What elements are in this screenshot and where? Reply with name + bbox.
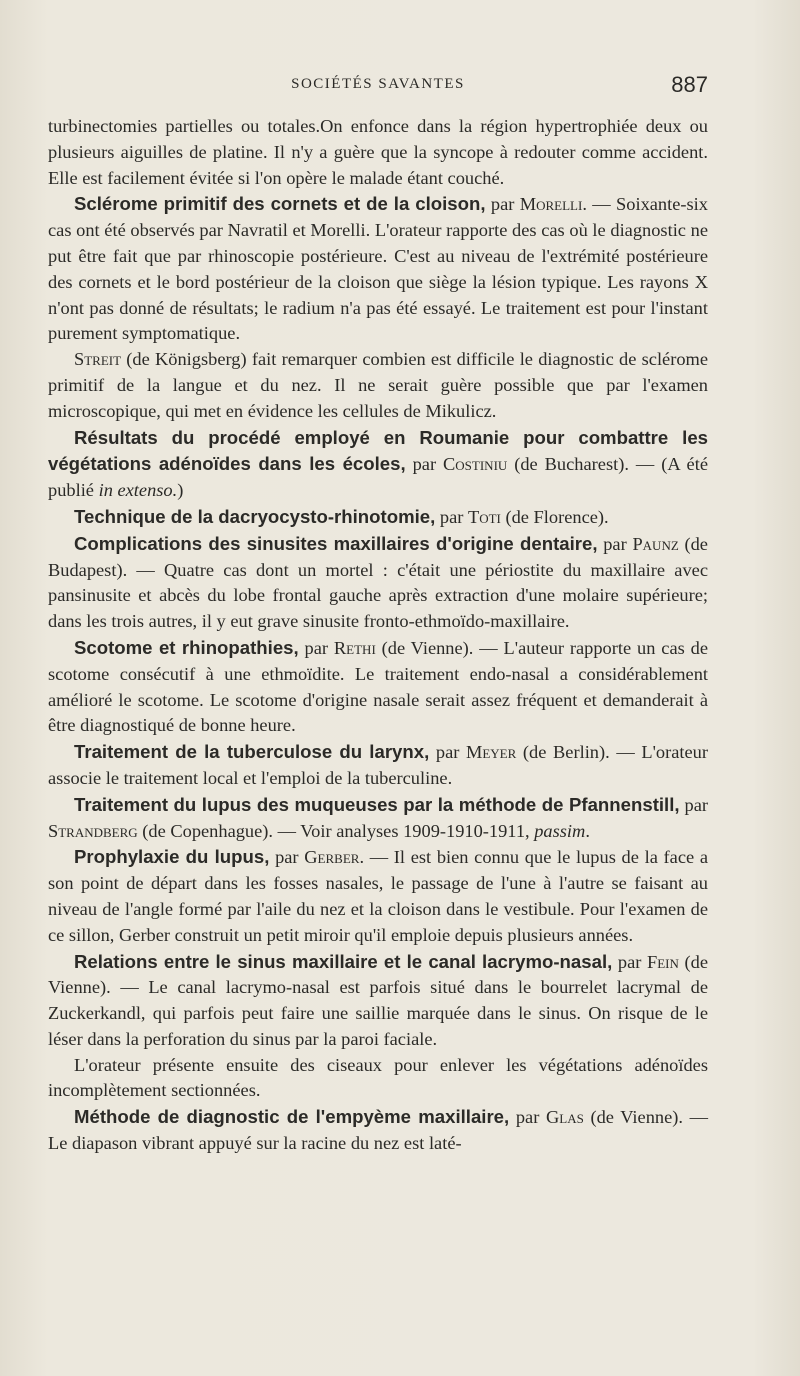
- entry-text: par: [269, 847, 305, 868]
- entry-heading: Relations entre le sinus maxillaire et le canal lacrymo-nasal,: [74, 950, 613, 972]
- entry-text: (de Vienne). — L'auteur rapporte un cas de scotome consécutif à une ethmoïdite. Le traitement endo-nasal a considérablement amélioré le scotome. Le scotome d'origine nasale serait assez fréquent et demanderait à être diagnostiqué de bonne heure.: [48, 637, 708, 736]
- entry-text: par: [509, 1107, 546, 1128]
- entry-heading: Traitement du lupus des muqueuses par la méthode de Pfannenstill,: [74, 793, 680, 815]
- author-name: Costiniu: [443, 454, 508, 475]
- paragraph-ciseaux: [48, 1053, 708, 1105]
- entry-text: par: [679, 794, 708, 815]
- entry-text: .: [585, 820, 590, 841]
- entry-heading: Sclérome primitif des cornets et de la cloison,: [74, 193, 486, 215]
- italic-text: passim: [534, 820, 586, 841]
- entry-relations: [48, 949, 708, 1053]
- entry-text: (de Copenhague). — Voir analyses 1909-1910-1911,: [137, 820, 535, 841]
- entry-complications: [48, 531, 708, 635]
- paragraph-text: L'orateur présente ensuite des ciseaux pour enlever les végétations adénoïdes incomplètement sectionnées.: [48, 1054, 708, 1101]
- entry-heading: Traitement de la tuberculose du larynx,: [74, 741, 430, 763]
- entry-lupus-muqueuses: [48, 792, 708, 845]
- entry-text: par: [429, 742, 466, 763]
- entry-empyeme: [48, 1104, 708, 1157]
- entry-heading: Résultats du procédé employé en Roumanie pour combattre les végétations adénoïdes dans les écoles,: [48, 426, 708, 475]
- author-name: Streit: [74, 349, 122, 370]
- entry-text: (de Budapest). — Quatre cas dont un mortel : c'était une périostite du maxillaire avec pansinusite et abcès du lobe frontal gauche après extraction d'une molaire supérieure; dans les trois autres, il y eut grave sinusite fronto-ethmoïdo-maxillaire.: [48, 533, 708, 632]
- entry-heading: Méthode de diagnostic de l'empyème maxillaire,: [74, 1106, 510, 1128]
- entry-text: (de Bucharest). — (A été publié: [48, 454, 708, 501]
- paragraph-continuation: [48, 114, 708, 191]
- author-name: Glas: [545, 1107, 584, 1128]
- entry-text: par: [298, 637, 334, 658]
- author-name: Strandberg: [48, 820, 138, 841]
- author-name: Fein: [647, 951, 679, 972]
- body-text: [48, 114, 708, 1157]
- entry-text: . — Soixante-six cas ont été observés par Navratil et Morelli. L'orateur rapporte des cas où le diagnostic ne put être fait que par rhinoscopie postérieure. C'est au niveau de l'extrémité postérieure des cornets et le bord postérieur de la cloison que siège la lésion typique. Les rayons X n'ont pas donné de résultats; le radium n'a pas été essayé. Le traitement est pour l'instant purement symptomatique.: [48, 194, 708, 344]
- paragraph-text: turbinectomies partielles ou totales.On enfonce dans la région hypertrophiée deux ou plusieurs aiguilles de platine. Il n'y a guère que la syncope à redouter comme accident. Elle est facilement évitée si l'on opère le malade étant couché.: [48, 116, 708, 188]
- entry-roumanie: [48, 425, 708, 504]
- entry-text: (de Vienne). — Le diapason vibrant appuyé sur la racine du nez est laté-: [48, 1107, 708, 1154]
- entry-text: par: [435, 506, 468, 527]
- entry-heading: Complications des sinusites maxillaires d'origine dentaire,: [74, 532, 598, 554]
- page-header: [48, 72, 708, 102]
- entry-scotome: [48, 635, 708, 739]
- entry-text: (de Vienne). — Le canal lacrymo-nasal est parfois situé dans le bourrelet lacrymal de Zuckerkandl, qui parfois peut faire une saillie marquée dans le sinus. On risque de le léser dans la perforation du sinus par la paroi faciale.: [48, 951, 708, 1049]
- author-name: Rethi: [333, 637, 376, 658]
- running-head: SOCIÉTÉS SAVANTES: [291, 76, 465, 92]
- author-name: Gerber: [304, 847, 360, 868]
- entry-text: ): [177, 480, 184, 501]
- entry-prophylaxie: [48, 844, 708, 948]
- entry-sclerome: [48, 191, 708, 347]
- entry-tuberculose: [48, 739, 708, 792]
- entry-text: par: [612, 951, 647, 972]
- page-number: 887: [671, 72, 708, 97]
- entry-heading: Prophylaxie du lupus,: [74, 846, 270, 868]
- entry-text: par: [597, 533, 633, 554]
- author-name: Meyer: [466, 742, 517, 763]
- entry-streit: [48, 347, 708, 424]
- entry-text: . — Il est bien connu que le lupus de la face a son point de départ dans les fosses nasales, le passage de l'une à l'autre se faisant au niveau de l'angle formé par l'aile du nez et la cloison dans le vestibule. Pour l'examen de ce sillon, Gerber construit un petit miroir qu'il emploie depuis plusieurs années.: [48, 847, 709, 945]
- entry-dacryocysto: [48, 504, 708, 531]
- entry-text: (de Berlin). — L'orateur associe le traitement local et l'emploi de la tuberculine.: [48, 742, 708, 788]
- author-name: Morelli: [519, 194, 583, 215]
- entry-text: (de Florence).: [500, 506, 609, 527]
- italic-text: in extenso.: [98, 480, 178, 501]
- entry-heading: Technique de la dacryocysto-rhinotomie,: [74, 505, 436, 527]
- entry-text: (de Königsberg) fait remarquer combien est difficile le diagnostic de sclérome primitif de la langue et du nez. Il ne serait guère possible que par l'examen microscopique, qui met en évidence les cellules de Mikulicz.: [48, 349, 708, 421]
- author-name: Toti: [467, 506, 501, 527]
- entry-text: par: [485, 194, 520, 215]
- author-name: Paunz: [632, 533, 679, 554]
- entry-heading: Scotome et rhinopathies,: [74, 636, 299, 658]
- entry-text: par: [405, 454, 444, 475]
